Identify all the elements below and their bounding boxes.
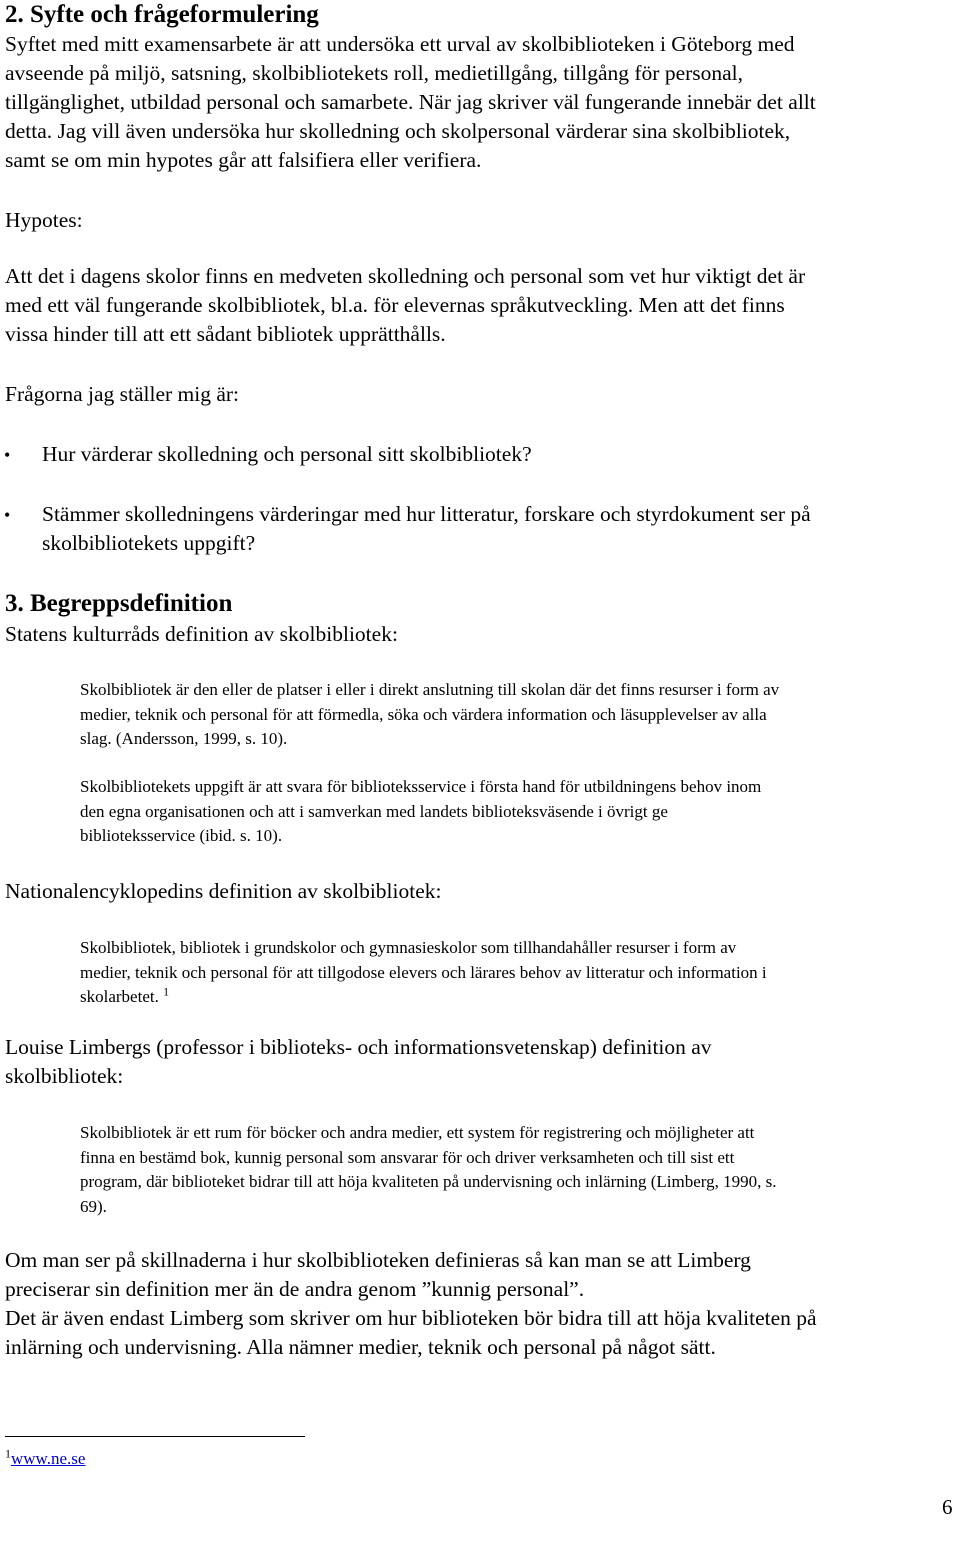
conclusion-paragraph — [5, 1246, 960, 1362]
quote-line: Skolbibliotekets uppgift är att svara för biblioteksservice i första hand för utbildningens behov inom — [80, 777, 762, 796]
text-line: inlärning och undervisning. Alla nämner medier, teknik och personal på något sätt. — [5, 1335, 716, 1359]
text-line: Louise Limbergs (professor i biblioteks- och informationsvetenskap) definition av — [5, 1035, 712, 1059]
bullet-icon: • — [4, 505, 11, 525]
quote-line: Skolbibliotek, bibliotek i grundskolor och gymnasieskolor som tillhandahåller resurser i form av — [80, 938, 737, 957]
text-line: med ett väl fungerande skolbibliotek, bl.a. för elevernas språkutveckling. Men att det finns — [5, 293, 785, 317]
quote-line: program, där biblioteket bidrar till att höja kvaliteten på undervisning och inlärning (Limberg, 1990, s. — [80, 1172, 777, 1191]
quote-line: Skolbibliotek är ett rum för böcker och andra medier, ett system för registrering och möjligheter att — [80, 1123, 755, 1142]
questions-label: Frågorna jag ställer mig är: — [5, 382, 240, 406]
quote-line: slag. (Andersson, 1999, s. 10). — [80, 729, 288, 748]
text-line: preciserar sin definition mer än de andra genom ”kunnig personal”. — [5, 1277, 585, 1301]
quote-line: Skolbibliotek är den eller de platser i eller i direkt anslutning till skolan där det finns resurser i form av — [80, 680, 780, 699]
limberg-quote — [80, 1121, 950, 1219]
quote-line: 69). — [80, 1196, 107, 1216]
limberg-label — [5, 1033, 960, 1091]
statens-label: Statens kulturråds definition av skolbibliotek: — [5, 622, 398, 646]
text-line: vissa hinder till att ett sådant bibliotek upprätthålls. — [5, 322, 446, 346]
text-line: Det är även endast Limberg som skriver om hur biblioteken bör bidra till att höja kvaliteten på — [5, 1306, 817, 1330]
footnote-mark: 1 — [5, 1446, 11, 1461]
text-line: samt se om min hypotes går att falsifiera eller verifiera. — [5, 148, 482, 172]
quote-line — [80, 985, 950, 1010]
section-3-heading: 3. Begreppsdefinition — [5, 590, 233, 617]
statens-quote-1 — [80, 678, 950, 752]
quote-text: skolarbetet. — [80, 987, 164, 1006]
ne-quote — [80, 936, 950, 1010]
ne-label: Nationalencyklopedins definition av skolbibliotek: — [5, 879, 442, 903]
text-line: Om man ser på skillnaderna i hur skolbiblioteken definieras så kan man se att Limberg — [5, 1248, 751, 1272]
quote-line: medier, teknik och personal för att förmedla, söka och värdera information och läsupplevelser av alla — [80, 704, 767, 724]
statens-quote-2 — [80, 775, 950, 849]
hypothesis-label: Hypotes: — [5, 208, 83, 232]
quote-line: medier, teknik och personal för att tillgodose elevers och lärares behov av litteratur och information i — [80, 962, 767, 982]
bullet-icon: • — [4, 445, 11, 465]
footnote-ref[interactable]: 1 — [163, 984, 170, 999]
quote-line: finna en bestämd bok, kunnig personal som ansvarar för och driver verksamheten och till sist ett — [80, 1147, 735, 1167]
quote-line: biblioteksservice (ibid. s. 10). — [80, 826, 283, 845]
hypothesis-paragraph — [5, 262, 960, 349]
footnote-divider — [5, 1436, 305, 1437]
page-number: 6 — [942, 1495, 953, 1519]
text-line: tillgänglighet, utbildad personal och samarbete. När jag skriver väl fungerande innebär det allt — [5, 90, 816, 114]
text-line: Hur värderar skolledning och personal sitt skolbibliotek? — [42, 442, 532, 466]
text-line: detta. Jag vill även undersöka hur skolledning och skolpersonal värderar sina skolbibliotek, — [5, 119, 791, 143]
footnote-link[interactable]: www.ne.se — [11, 1449, 86, 1468]
text-line: Syftet med mitt examensarbete är att undersöka ett urval av skolbiblioteken i Göteborg med — [5, 32, 795, 56]
footnote — [5, 1447, 85, 1471]
text-line: Stämmer skolledningens värderingar med hur litteratur, forskare och styrdokument ser på — [42, 502, 811, 526]
section-2-heading: 2. Syfte och frågeformulering — [5, 1, 319, 28]
intro-paragraph — [5, 30, 960, 175]
quote-line: den egna organisationen och att i samverkan med landets biblioteksväsende i övrigt ge — [80, 801, 668, 821]
question-item — [42, 440, 952, 469]
text-line: skolbibliotek: — [5, 1064, 124, 1088]
question-item — [42, 500, 957, 558]
text-line: Att det i dagens skolor finns en medveten skolledning och personal som vet hur viktigt det är — [5, 264, 806, 288]
text-line: avseende på miljö, satsning, skolbibliotekets roll, medietillgång, tillgång för personal, — [5, 61, 744, 85]
text-line: skolbibliotekets uppgift? — [42, 531, 256, 555]
